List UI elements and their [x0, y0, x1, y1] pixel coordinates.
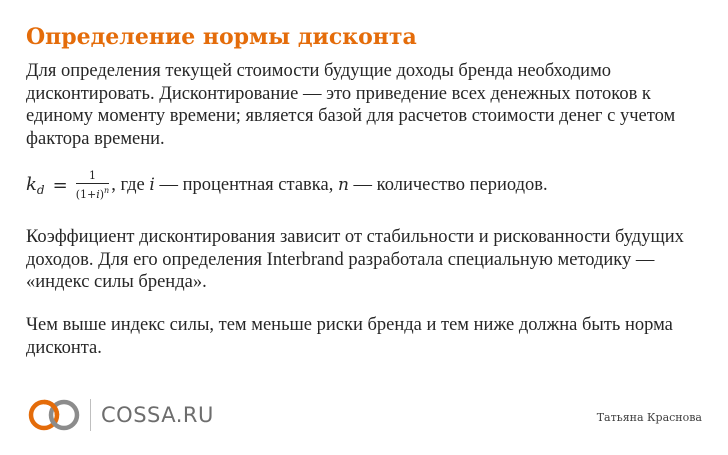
formula-variable: $k_d$ [26, 173, 45, 197]
author-name: Татьяна Краснова [596, 411, 702, 424]
formula-fraction [76, 169, 110, 201]
logo-divider [90, 399, 91, 431]
formula-explanation: , где i — процентная ставка, n — количество периодов. [111, 174, 548, 195]
discount-formula [26, 164, 548, 206]
paragraph-coefficient: Коэффициент дисконтирования зависит от стабильности и рискованности будущих доходов. Для его определения Interbrand разработала специальную методику — «индекс силы бренда». [26, 227, 684, 292]
paragraph-discounting: Для определения текущей стоимости будущие доходы бренда необходимо дисконтировать. Дисконтирование — это приведение всех денежных потоков к единому моменту времени; является базой для расчетов стоимости денег с учетом фактора времени. [26, 61, 676, 149]
cossa-logo-icon [26, 397, 84, 433]
paragraph-brand-strength: Чем выше индекс силы, тем меньше риски бренда и тем ниже должна быть норма дисконта. [26, 315, 673, 358]
cossa-logo[interactable] [26, 395, 214, 435]
formula-numerator: 1 [88, 169, 96, 182]
formula-equals: = [52, 174, 68, 196]
logo-text: COSSA.RU [101, 403, 214, 427]
formula-denominator: $(1+i)^n$ [75, 186, 110, 201]
slide-title: Определение нормы дисконта [26, 24, 417, 50]
